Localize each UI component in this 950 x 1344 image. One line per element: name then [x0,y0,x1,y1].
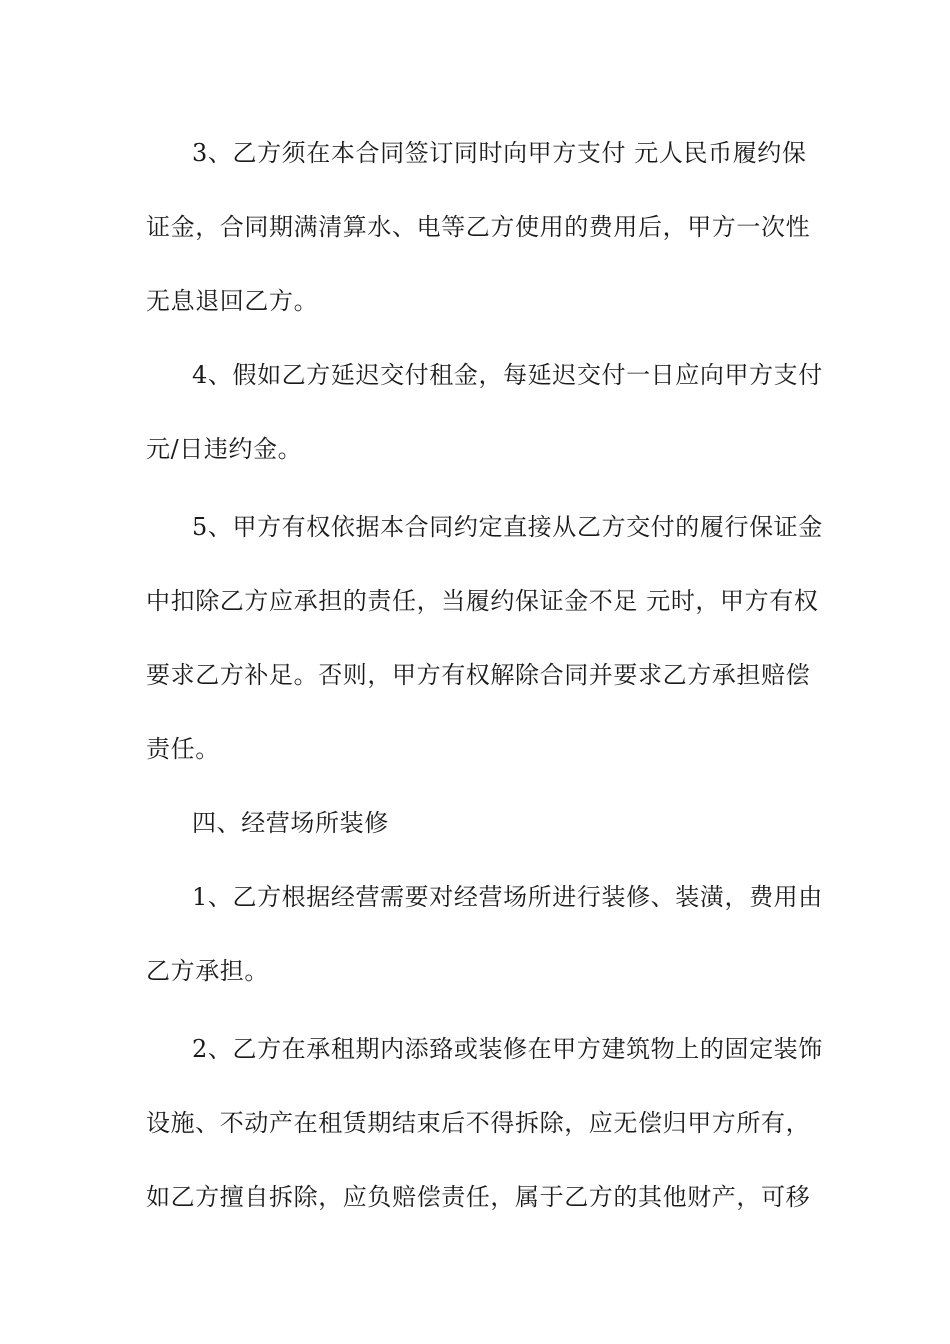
renovation-clause-2-line-3: 如乙方擅自拆除，应负赔偿责任，属于乙方的其他财产，可移 [146,1183,811,1211]
clause-3-line-3: 无息退回乙方。 [146,287,319,315]
clause-4-line-1: 4、假如乙方延迟交付租金，每延迟交付一日应向甲方支付 [192,361,823,389]
clause-5-line-2: 中扣除乙方应承担的责任，当履约保证金不足 元时，甲方有权 [146,587,819,615]
section-heading: 四、经营场所装修 [192,809,389,837]
renovation-clause-1-line-2: 乙方承担。 [146,957,269,985]
renovation-clause-2-line-1: 2、乙方在承租期内添臵或装修在甲方建筑物上的固定装饰 [192,1035,823,1063]
clause-5-line-1: 5、甲方有权依据本合同约定直接从乙方交付的履行保证金 [192,513,823,541]
clause-5-line-3: 要求乙方补足。否则，甲方有权解除合同并要求乙方承担赔偿 [146,661,811,689]
clause-3-line-1: 3、乙方须在本合同签订同时向甲方支付 元人民币履约保 [192,139,807,167]
clause-5-line-4: 责任。 [146,735,220,763]
clause-4-line-2: 元/日违约金。 [146,435,303,463]
renovation-clause-1-line-1: 1、乙方根据经营需要对经营场所进行装修、装潢，费用由 [192,883,823,911]
clause-3-line-2: 证金，合同期满清算水、电等乙方使用的费用后，甲方一次性 [146,213,811,241]
renovation-clause-2-line-2: 设施、不动产在租赁期结束后不得拆除，应无偿归甲方所有， [146,1109,811,1137]
